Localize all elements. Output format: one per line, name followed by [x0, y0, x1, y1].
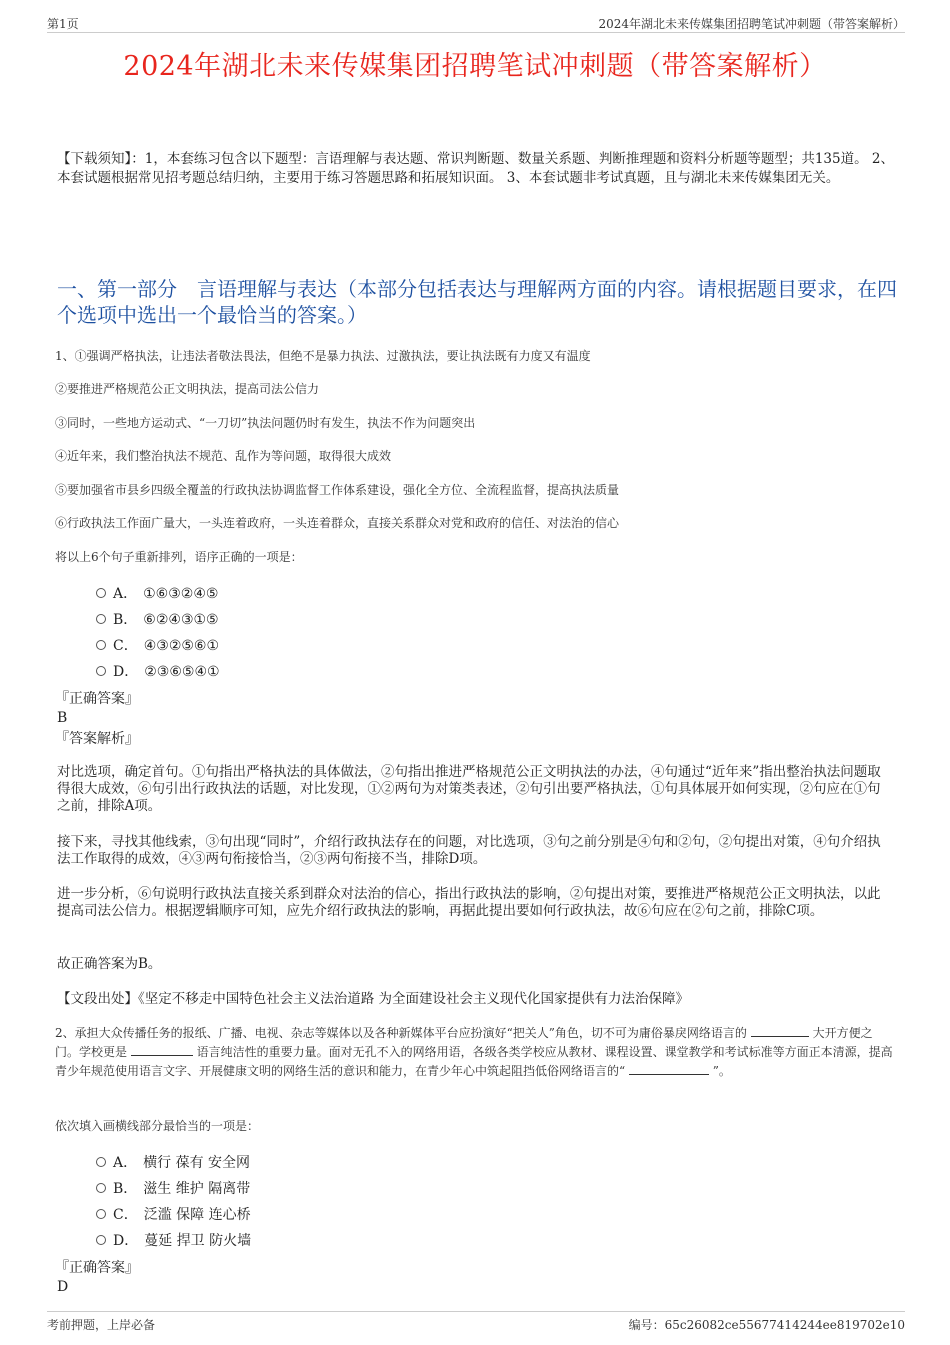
page-header: [47, 14, 905, 33]
q2-answer-label: 『正确答案』: [55, 1260, 139, 1276]
q1-analysis-paragraph-1: 对比选项，确定首句。①句指出严格执法的具体做法，②句指出推进严格规范公正文明执法的办法，④句通过“近年来”指出整治执法问题取得很大成效，⑥句引出行政执法的话题，对比发现，①②两句为对策类表述，②句引出要严格执法，①句具体展开如何实现，②句应在①句之前，排除A项。: [57, 764, 881, 814]
q1-sentence-5: ⑤要加强省市县乡四级全覆盖的行政执法协调监督工作体系建设，强化全方位、全流程监督，提高执法质量: [55, 483, 620, 497]
blank-line-2: [131, 1043, 193, 1056]
q2-option-a[interactable]: A． 横行 葆有 安全网: [96, 1153, 250, 1173]
q2-answer: D: [57, 1279, 69, 1295]
q1-analysis-label: 『答案解析』: [55, 731, 139, 747]
q1-option-b[interactable]: B． ⑥②④③①⑤: [96, 610, 219, 630]
q1-sentence-2: ②要推进严格规范公正文明执法，提高司法公信力: [55, 382, 320, 396]
q1-answer: B: [57, 710, 68, 726]
q2-option-d[interactable]: D． 蔓延 捍卫 防火墙: [96, 1231, 251, 1251]
radio-icon[interactable]: [96, 1183, 106, 1193]
q2-option-c[interactable]: C． 泛滥 保障 连心桥: [96, 1205, 251, 1225]
section-title: 一、第一部分 言语理解与表达（本部分包括表达与理解两方面的内容。请根据题目要求，在四个选项中选出一个最恰当的答案。）: [57, 277, 897, 327]
footer-slogan: 考前押题，上岸必备: [47, 1318, 156, 1332]
document-code: 编号：65c26082ce55677414244ee819702e10: [628, 1318, 905, 1332]
radio-icon[interactable]: [96, 1157, 106, 1167]
q1-answer-label: 『正确答案』: [55, 691, 139, 707]
page-number: 第1页: [47, 17, 79, 31]
radio-icon[interactable]: [96, 614, 106, 624]
q2-prompt: 依次填入画横线部分最恰当的一项是：: [55, 1119, 260, 1133]
q1-sentence-3: ③同时，一些地方运动式、“一刀切”执法问题仍时有发生，执法不作为问题突出: [55, 416, 476, 430]
q1-analysis-conclusion: 故正确答案为B。: [57, 956, 162, 972]
q1-option-a[interactable]: A． ①⑥③②④⑤: [96, 584, 218, 604]
blank-line-3: [629, 1062, 709, 1075]
radio-icon[interactable]: [96, 1209, 106, 1219]
q1-source: 【文段出处】《坚定不移走中国特色社会主义法治道路 为全面建设社会主义现代化国家提供有力法治保障》: [57, 991, 690, 1007]
page-footer: [47, 1311, 905, 1336]
q2-option-b[interactable]: B． 滋生 维护 隔离带: [96, 1179, 250, 1199]
q1-sentence-6: ⑥行政执法工作面广量大，一头连着政府，一头连着群众，直接关系群众对党和政府的信任、对法治的信心: [55, 516, 620, 530]
running-title: 2024年湖北未来传媒集团招聘笔试冲刺题（带答案解析）: [598, 17, 905, 31]
radio-icon[interactable]: [96, 666, 106, 676]
q1-option-d[interactable]: D． ②③⑥⑤④①: [96, 662, 220, 682]
q1-sentence-4: ④近年来，我们整治执法不规范、乱作为等问题，取得很大成效: [55, 449, 392, 463]
q2-stem: 2、承担大众传播任务的报纸、广播、电视、杂志等媒体以及各种新媒体平台应扮演好“把关人”角色，切不可为庸俗暴戾网络语言的 大开方便之门。学校更是 语言纯洁性的重要力量。面对无孔不入的网络用语，各级各类学校应从教材、课程设置、课堂教学和考试标准等方面正本清源，提高青少年规范使用语言文字、开展健康文明的网络生活的意识和能力，在青少年心中筑起阻挡低俗网络语言的“ ”。: [55, 1026, 893, 1078]
q1-option-c[interactable]: C． ④③②⑤⑥①: [96, 636, 219, 656]
q1-analysis-paragraph-2: 接下来，寻找其他线索，③句出现“同时”，介绍行政执法存在的问题，对比选项，③句之前分别是④句和②句，②句提出对策，④句介绍执法工作取得的成效，④③两句衔接恰当，②③两句衔接不当，排除D项。: [57, 834, 881, 867]
download-notice: 【下载须知】：1，本套练习包含以下题型：言语理解与表达题、常识判断题、数量关系题、判断推理题和资料分析题等题型；共135道。 2、本套试题根据常见招考题总结归纳，主要用于练习答题思路和拓展知识面。 3、本套试题非考试真题，且与湖北未来传媒集团无关。: [57, 151, 894, 186]
q1-sentence-1: 1、①强调严格执法，让违法者敬法畏法，但绝不是暴力执法、过激执法，要让执法既有力度又有温度: [55, 349, 591, 363]
radio-icon[interactable]: [96, 588, 106, 598]
document-title: 2024年湖北未来传媒集团招聘笔试冲刺题（带答案解析）: [123, 51, 827, 82]
radio-icon[interactable]: [96, 1235, 106, 1245]
q1-analysis-paragraph-3: 进一步分析，⑥句说明行政执法直接关系到群众对法治的信心，指出行政执法的影响，②句提出对策，要推进严格规范公正文明执法，以此提高司法公信力。根据逻辑顺序可知，应先介绍行政执法的影响，再据此提出要如何行政执法，故⑥句应在②句之前，排除C项。: [57, 886, 881, 919]
blank-line-1: [751, 1024, 809, 1037]
q1-prompt: 将以上6个句子重新排列，语序正确的一项是：: [55, 550, 303, 564]
radio-icon[interactable]: [96, 640, 106, 650]
